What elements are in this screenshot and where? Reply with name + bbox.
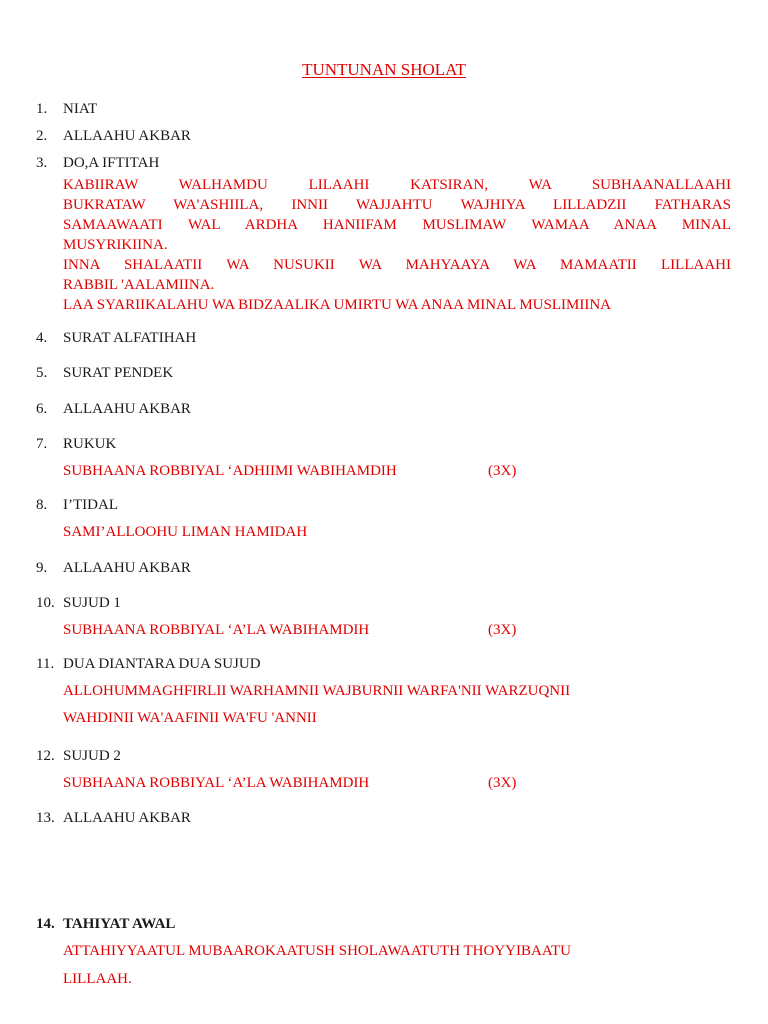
item-label: ALLAAHU AKBAR: [63, 560, 191, 576]
item-number: 14.: [36, 916, 55, 932]
item-number: 6.: [36, 401, 48, 417]
item-label: RUKUK: [63, 436, 117, 452]
iftitah-line-5: INNA SHALAATII WA NUSUKII WA MAHYAAYA WA MAMAATII LILLAAHI: [63, 257, 731, 273]
item-number: 3.: [36, 155, 48, 171]
sujud1-dzikir: SUBHAANA ROBBIYAL ‘A’LA WABIHAMDIH: [63, 622, 370, 638]
repeat-count: (3X): [488, 463, 517, 479]
item-label: SUJUD 1: [63, 595, 121, 611]
iftitah-line-2: BUKRATAW WA'ASHIILA, INNII WAJJAHTU WAJHIYA LILLADZII FATHARAS: [63, 197, 731, 213]
iftitah-line-3: SAMAAWAATI WAL ARDHA HANIIFAM MUSLIMAW WAMAA ANAA MINAL: [63, 217, 731, 233]
item-label: DUA DIANTARA DUA SUJUD: [63, 656, 261, 672]
item-number: 13.: [36, 810, 55, 826]
repeat-count: (3X): [488, 775, 517, 791]
rukuk-dzikir: SUBHAANA ROBBIYAL ‘ADHIIMI WABIHAMDIH: [63, 463, 397, 479]
item-number: 12.: [36, 748, 55, 764]
duduk-dzikir-line-1: ALLOHUMMAGHFIRLII WARHAMNII WAJBURNII WARFA'NII WARZUQNII: [63, 683, 571, 699]
itidal-dzikir: SAMI’ALLOOHU LIMAN HAMIDAH: [63, 524, 308, 540]
item-label: SURAT ALFATIHAH: [63, 330, 197, 346]
sujud2-dzikir: SUBHAANA ROBBIYAL ‘A’LA WABIHAMDIH: [63, 775, 370, 791]
item-number: 11.: [36, 656, 55, 672]
item-label: DO,A IFTITAH: [63, 155, 160, 171]
item-label: TAHIYAT AWAL: [63, 916, 176, 932]
item-number: 5.: [36, 365, 48, 381]
item-number: 10.: [36, 595, 55, 611]
iftitah-line-4: MUSYRIKIINA.: [63, 237, 168, 253]
item-number: 8.: [36, 497, 48, 513]
item-number: 2.: [36, 128, 48, 144]
iftitah-line-1: KABIIRAW WALHAMDU LILAAHI KATSIRAN, WA SUBHAANALLAAHI: [63, 177, 731, 193]
item-label: ALLAAHU AKBAR: [63, 128, 191, 144]
page-title: TUNTUNAN SHOLAT: [302, 60, 466, 79]
duduk-dzikir-line-2: WAHDINII WA'AAFINII WA'FU 'ANNII: [63, 710, 317, 726]
item-number: 1.: [36, 101, 48, 117]
repeat-count: (3X): [488, 622, 517, 638]
iftitah-line-7: LAA SYARIIKALAHU WA BIDZAALIKA UMIRTU WA ANAA MINAL MUSLIMIINA: [63, 297, 611, 313]
item-label: ALLAAHU AKBAR: [63, 810, 191, 826]
item-label: SUJUD 2: [63, 748, 121, 764]
item-label: ALLAAHU AKBAR: [63, 401, 191, 417]
tahiyat-line-2: LILLAAH.: [63, 971, 132, 987]
item-number: 4.: [36, 330, 48, 346]
item-label: I’TIDAL: [63, 497, 118, 513]
item-number: 9.: [36, 560, 48, 576]
item-number: 7.: [36, 436, 48, 452]
iftitah-line-6: RABBIL 'AALAMIINA.: [63, 277, 215, 293]
item-label: SURAT PENDEK: [63, 365, 174, 381]
item-label: NIAT: [63, 101, 98, 117]
tahiyat-line-1: ATTAHIYYAATUL MUBAAROKAATUSH SHOLAWAATUTH THOYYIBAATU: [63, 943, 572, 959]
